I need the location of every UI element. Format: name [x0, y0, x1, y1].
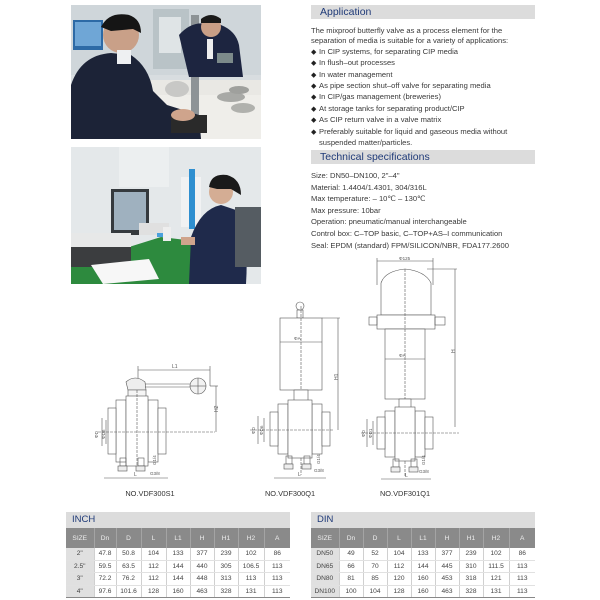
column-header: SIZE	[311, 528, 339, 548]
valve-drawing-vdf300s1	[90, 360, 230, 485]
spec-max-temperature: Max temperature: – 10℃ – 130℃	[311, 194, 426, 204]
application-bullet: ◆ In water management	[311, 70, 571, 81]
diamond-bullet-icon: ◆	[311, 60, 317, 68]
spec-control-box: Control box: C–TOP basic, C–TOP+AS–I communication	[311, 228, 503, 238]
column-header: SIZE	[66, 528, 94, 548]
svg-text:ΦA: ΦA	[294, 336, 301, 341]
svg-text:ΦD: ΦD	[251, 427, 256, 434]
application-bullet: ◆ As pipe section shut–off valve for separating media	[311, 81, 571, 92]
column-header: H1	[214, 528, 238, 548]
column-header: H	[190, 528, 214, 548]
svg-text:ΦDn: ΦDn	[259, 425, 264, 435]
table-row: 2.5" 59.5 63.5 112 144 440 305 106.5 113	[66, 560, 290, 573]
inch-dimensions-table	[66, 528, 290, 598]
table-row: 4" 97.6 101.6 128 160 463 328 131 113	[66, 585, 290, 598]
diamond-bullet-icon: ◆	[311, 94, 317, 102]
svg-text:G1/4: G1/4	[316, 454, 321, 464]
application-bullet: ◆ At storage tanks for separating product/CIP	[311, 104, 571, 115]
application-bullet: ◆ Preferably suitable for liquid and gaseous media without	[311, 127, 571, 138]
column-header: D	[116, 528, 141, 548]
diamond-bullet-icon: ◆	[311, 128, 317, 136]
valve-drawing-vdf301q1	[355, 255, 475, 485]
svg-text:ΦDn: ΦDn	[101, 429, 106, 439]
spec-size: Size: DN50–DN100, 2"–4"	[311, 171, 400, 180]
svg-text:G1/4: G1/4	[421, 455, 426, 465]
inch-table-title: INCH	[66, 512, 290, 528]
svg-text:G3/8: G3/8	[314, 468, 324, 473]
application-intro-1: The mixproof butterfly valve as a process element for the	[311, 26, 503, 35]
svg-text:ΦD1: ΦD1	[368, 428, 373, 438]
column-header: L1	[166, 528, 190, 548]
column-header: Dn	[339, 528, 363, 548]
column-header: H1	[459, 528, 483, 548]
svg-text:G3/8: G3/8	[419, 469, 429, 474]
application-intro-2: separation of media is suitable for a variety of applications:	[311, 36, 509, 46]
table-row: DN50 49 52 104 133 377 239 102 86	[311, 548, 535, 560]
table-row: DN100 100 104 128 160 463 328 131 113	[311, 585, 535, 598]
column-header: A	[264, 528, 290, 548]
svg-text:H: H	[451, 349, 457, 353]
table-header-row	[66, 528, 290, 548]
svg-text:H2: H2	[214, 405, 220, 412]
diamond-bullet-icon: ◆	[311, 48, 317, 56]
diamond-bullet-icon: ◆	[311, 105, 317, 113]
technical-specifications-heading: Technical specifications	[311, 150, 535, 164]
application-bullet: ◆ In CIP/gas management (breweries)	[311, 92, 571, 103]
svg-text:L: L	[134, 472, 137, 478]
spec-operation: Operation: pneumatic/manual interchangeable	[311, 217, 467, 227]
svg-text:L: L	[405, 473, 408, 479]
table-header-row	[311, 528, 535, 548]
column-header: D	[363, 528, 387, 548]
column-header: L1	[411, 528, 435, 548]
diagram-caption-vdf300q1: NO.VDF300Q1	[264, 489, 316, 498]
diagram-caption-vdf301q1: NO.VDF301Q1	[379, 489, 431, 498]
table-row: DN65 66 70 112 144 445 310 111.5 113	[311, 560, 535, 573]
column-header: H2	[238, 528, 264, 548]
application-heading: Application	[311, 5, 535, 19]
table-row: 3" 72.2 76.2 112 144 448 313 113 113	[66, 573, 290, 586]
svg-text:H1: H1	[334, 373, 340, 380]
spec-seal: Seal: EPDM (standard) FPM/SILICON/NBR, FDA177.2600	[311, 240, 509, 250]
svg-text:Φ125: Φ125	[399, 256, 411, 261]
spec-material: Material: 1.4404/1.4301, 304/316L	[311, 182, 427, 192]
svg-text:ΦD: ΦD	[94, 431, 99, 438]
column-header: L	[141, 528, 166, 548]
spec-max-pressure: Max pressure: 10bar	[311, 205, 381, 215]
valve-drawing-vdf300q1	[240, 300, 340, 485]
din-dimensions-table	[311, 528, 535, 598]
diamond-bullet-icon: ◆	[311, 71, 317, 79]
application-bullet: ◆ As CIP return valve in a valve matrix	[311, 115, 571, 126]
diagram-caption-vdf300s1: NO.VDF300S1	[125, 489, 175, 498]
column-header: H2	[483, 528, 509, 548]
application-text	[311, 26, 571, 148]
table-row: DN80 81 85 120 160 453 318 121 113	[311, 573, 535, 586]
column-header: H	[435, 528, 459, 548]
column-header: L	[387, 528, 411, 548]
svg-text:G1/4: G1/4	[152, 455, 157, 465]
application-bullet: ◆ In flush–out processes	[311, 58, 571, 69]
application-bullet: ◆ In CIP systems, for separating CIP media	[311, 47, 571, 58]
svg-text:G3/8: G3/8	[150, 471, 160, 476]
svg-text:L: L	[298, 472, 301, 478]
column-header: A	[509, 528, 535, 548]
technical-specifications-text	[311, 170, 571, 251]
engineers-measuring-photo	[71, 5, 261, 139]
diamond-bullet-icon: ◆	[311, 117, 317, 125]
table-row: 2" 47.8 50.8 104 133 377 239 102 86	[66, 548, 290, 560]
diamond-bullet-icon: ◆	[311, 83, 317, 91]
column-header: Dn	[94, 528, 116, 548]
svg-text:ΦA: ΦA	[399, 353, 406, 358]
svg-text:L1: L1	[172, 364, 178, 370]
application-bullet-continuation: suspended matter/particles.	[319, 138, 413, 148]
lab-technician-photo	[71, 147, 261, 284]
din-table-title: DIN	[311, 512, 535, 528]
svg-text:ΦD: ΦD	[361, 430, 366, 437]
